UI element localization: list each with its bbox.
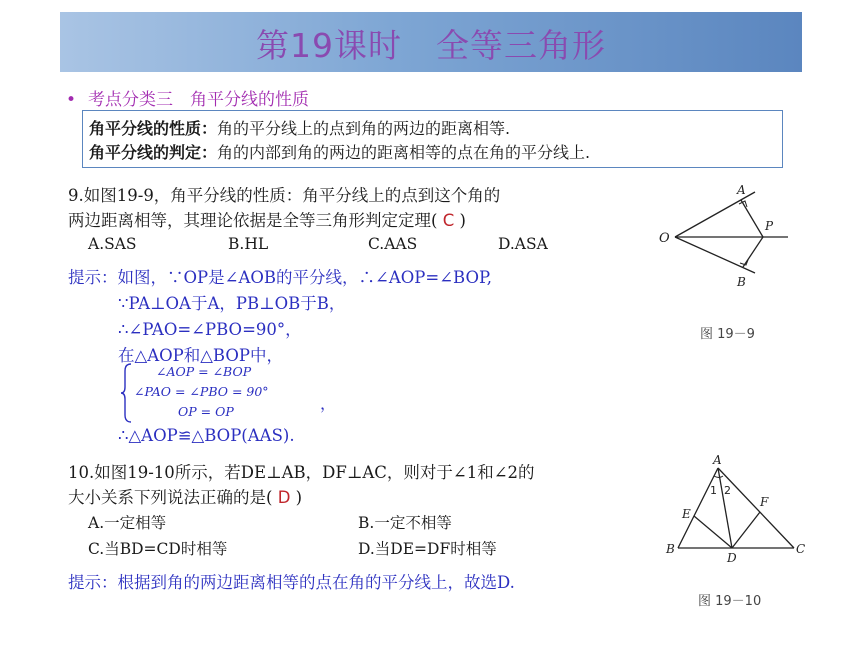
- q9-line-1: 9.如图19-9，角平分线的性质：角平分线上的点到这个角的: [68, 186, 501, 205]
- fig2-label-b: B: [666, 542, 675, 556]
- fig2-label-f: F: [760, 495, 769, 509]
- section-label: 考点分类三 角平分线的性质: [88, 90, 310, 110]
- fig1-label-o: O: [659, 231, 670, 246]
- figure-19-9: [655, 180, 795, 295]
- system-eq-1: ∠AOP = ∠BOP: [156, 364, 252, 379]
- equation-system: [120, 362, 335, 424]
- definition-line-2: [89, 141, 782, 165]
- q10-answer: D: [277, 488, 291, 507]
- fig2-label-2: 2: [724, 484, 731, 497]
- definition-label-2: 角平分线的判定：: [89, 143, 218, 162]
- definition-text-2: 角的内部到角的两边的距离相等的点在角的平分线上.: [217, 143, 591, 162]
- fig2-label-c: C: [796, 542, 806, 556]
- system-eq-2: ∠PAO = ∠PBO = 90°: [134, 384, 269, 399]
- q9-close-paren: ): [459, 211, 466, 230]
- slide-title: 第19课时 全等三角形: [256, 26, 606, 65]
- fig2-label-1: 1: [710, 484, 717, 497]
- fig1-label-p: P: [765, 219, 774, 233]
- q10-close-paren: ): [295, 488, 303, 507]
- q9-hint-line-3: ∴∠PAO=∠PBO=90°，: [118, 320, 302, 339]
- section-heading: [66, 85, 309, 110]
- q9-option-a: A.SAS: [88, 235, 137, 253]
- definition-line-1: [89, 117, 782, 141]
- q9-answer: C: [442, 211, 455, 230]
- bullet-icon: •: [66, 90, 77, 110]
- q9-hint-line-1: 提示：如图，∵OP是∠AOB的平分线，∴∠AOP=∠BOP,: [68, 268, 493, 287]
- figure-19-9-caption: 图 19－9: [700, 327, 755, 342]
- q9-hint-line-2: ∵PA⊥OA于A，PB⊥OB于B，: [118, 294, 346, 313]
- fig1-label-a: A: [737, 183, 746, 197]
- q9-line-2: [68, 207, 466, 231]
- system-eq-3: OP = OP: [178, 404, 234, 419]
- fig2-label-d: D: [727, 551, 737, 565]
- definition-label-1: 角平分线的性质：: [89, 119, 218, 138]
- q10-option-a: A.一定相等: [88, 514, 167, 532]
- q10-stem: 大小关系下列说法正确的是(: [68, 488, 273, 507]
- q9-option-d: D.ASA: [498, 235, 548, 253]
- figure-19-10-caption: 图 19－10: [698, 594, 762, 609]
- q10-line-2: [68, 484, 302, 508]
- system-comma: ，: [320, 394, 337, 413]
- title-bar: [60, 12, 802, 72]
- q9-stem: 两边距离相等，其理论依据是全等三角形判定定理(: [68, 211, 438, 230]
- q9-option-b: B.HL: [228, 235, 269, 253]
- q10-option-d: D.当DE=DF时相等: [358, 540, 497, 558]
- definition-box: [82, 110, 783, 168]
- q10-option-b: B.一定不相等: [358, 514, 452, 532]
- q10-hint: 提示：根据到角的两边距离相等的点在角的平分线上，故选D.: [68, 573, 515, 592]
- brace-icon: [120, 362, 134, 424]
- figure-19-10: [662, 450, 812, 565]
- q9-hint-line-5: ∴△AOP≌△BOP(AAS).: [118, 426, 295, 445]
- q9-hint-line-4: 在△AOP和△BOP中，: [118, 346, 283, 365]
- fig1-label-b: B: [737, 275, 746, 289]
- fig2-label-a: A: [713, 453, 722, 467]
- q10-line-1: 10.如图19-10所示，若DE⊥AB，DF⊥AC，则对于∠1和∠2的: [68, 463, 535, 482]
- fig2-label-e: E: [682, 507, 691, 521]
- q9-option-c: C.AAS: [368, 235, 418, 253]
- q10-option-c: C.当BD=CD时相等: [88, 540, 228, 558]
- definition-text-1: 角的平分线上的点到角的两边的距离相等.: [217, 119, 511, 138]
